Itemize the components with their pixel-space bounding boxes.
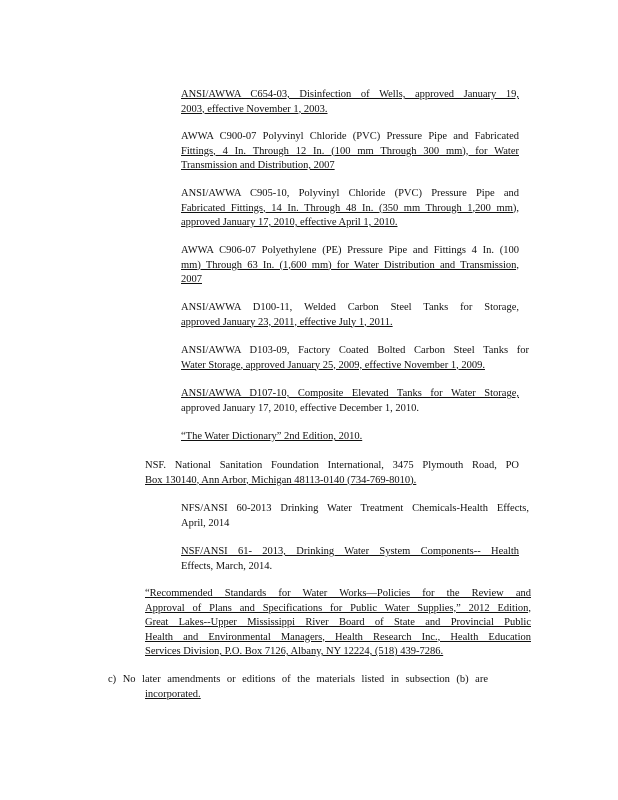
- nsf-item-line: NFS/ANSI 60-2013 Drinking Water Treatment Chemicals-Health Effects,: [181, 503, 529, 514]
- recommended-line: Approval of Plans and Specifications for Public Water Supplies,” 2012 Edition,: [145, 602, 531, 614]
- nsf-item-line: April, 2014: [181, 517, 230, 529]
- reference-entry: [181, 130, 519, 174]
- nsf-entry: [145, 459, 519, 488]
- nsf-item-line: Effects, March, 2014.: [181, 560, 273, 572]
- reference-line: 2003, effective November 1, 2003.: [181, 103, 328, 115]
- recommended-line: Great Lakes--Upper Mississippi River Board of State and Provincial Public: [145, 617, 531, 628]
- reference-line: approved January 23, 2011, effective July 1, 2011.: [181, 316, 393, 328]
- subsection-c-line: [108, 688, 488, 703]
- reference-entry: [181, 387, 519, 416]
- reference-line: ANSI/AWWA D107-10, Composite Elevated Tanks for Water Storage,: [181, 388, 519, 399]
- reference-line: approved January 17, 2010, effective December 1, 2010.: [181, 402, 420, 414]
- reference-line: Water Storage, approved January 25, 2009, effective November 1, 2009.: [181, 359, 485, 371]
- subsection-c-underlined-text: incorporated.: [145, 688, 201, 700]
- reference-entry: [181, 244, 519, 288]
- reference-entry: [181, 301, 519, 330]
- reference-line: ANSI/AWWA C654-03, Disinfection of Wells, approved January 19,: [181, 89, 519, 100]
- reference-line: 2007: [181, 274, 202, 285]
- nsf-item-line: NSF/ANSI 61- 2013, Drinking Water System Components-- Health: [181, 546, 519, 557]
- reference-line: AWWA C906-07 Polyethylene (PE) Pressure Pipe and Fittings 4 In. (100: [181, 245, 519, 256]
- recommended-standards-entry: [145, 587, 531, 660]
- reference-entry: [181, 430, 519, 445]
- reference-line: “The Water Dictionary” 2nd Edition, 2010.: [181, 431, 363, 442]
- nsf-line: NSF. National Sanitation Foundation International, 3475 Plymouth Road, PO: [145, 460, 519, 471]
- reference-line: ANSI/AWWA D103-09, Factory Coated Bolted Carbon Steel Tanks for: [181, 345, 529, 356]
- recommended-line: Services Division, P.O. Box 7126, Albany, NY 12224, (518) 439-7286.: [145, 646, 444, 657]
- subsection-c: [108, 673, 488, 702]
- reference-entry: [181, 344, 529, 373]
- nsf-item: [181, 545, 519, 574]
- reference-line: AWWA C900-07 Polyvinyl Chloride (PVC) Pressure Pipe and Fabricated: [181, 131, 519, 142]
- recommended-line: Health and Environmental Managers, Health Research Inc., Health Education: [145, 631, 531, 643]
- reference-entry: [181, 88, 519, 117]
- nsf-item: [181, 502, 529, 531]
- nsf-line: Box 130140, Ann Arbor, Michigan 48113-0140 (734-769-8010).: [145, 474, 417, 486]
- reference-line: Fabricated Fittings, 14 In. Through 48 In. (350 mm Through 1,200 mm),: [181, 202, 519, 214]
- recommended-line: “Recommended Standards for Water Works—Policies for the Review and: [145, 588, 531, 599]
- reference-line: approved January 17, 2010, effective April 1, 2010.: [181, 217, 398, 228]
- reference-line: mm) Through 63 In. (1,600 mm) for Water Distribution and Transmission,: [181, 259, 519, 271]
- reference-line: ANSI/AWWA C905-10, Polyvinyl Chloride (PVC) Pressure Pipe and: [181, 188, 519, 199]
- subsection-c-line: c) No later amendments or editions of the materials listed in subsection (b) are: [108, 674, 488, 685]
- reference-line: Transmission and Distribution, 2007: [181, 160, 335, 171]
- reference-entry: [181, 187, 519, 231]
- reference-line: Fittings, 4 In. Through 12 In. (100 mm Through 300 mm), for Water: [181, 145, 519, 157]
- reference-line: ANSI/AWWA D100-11, Welded Carbon Steel Tanks for Storage,: [181, 302, 519, 313]
